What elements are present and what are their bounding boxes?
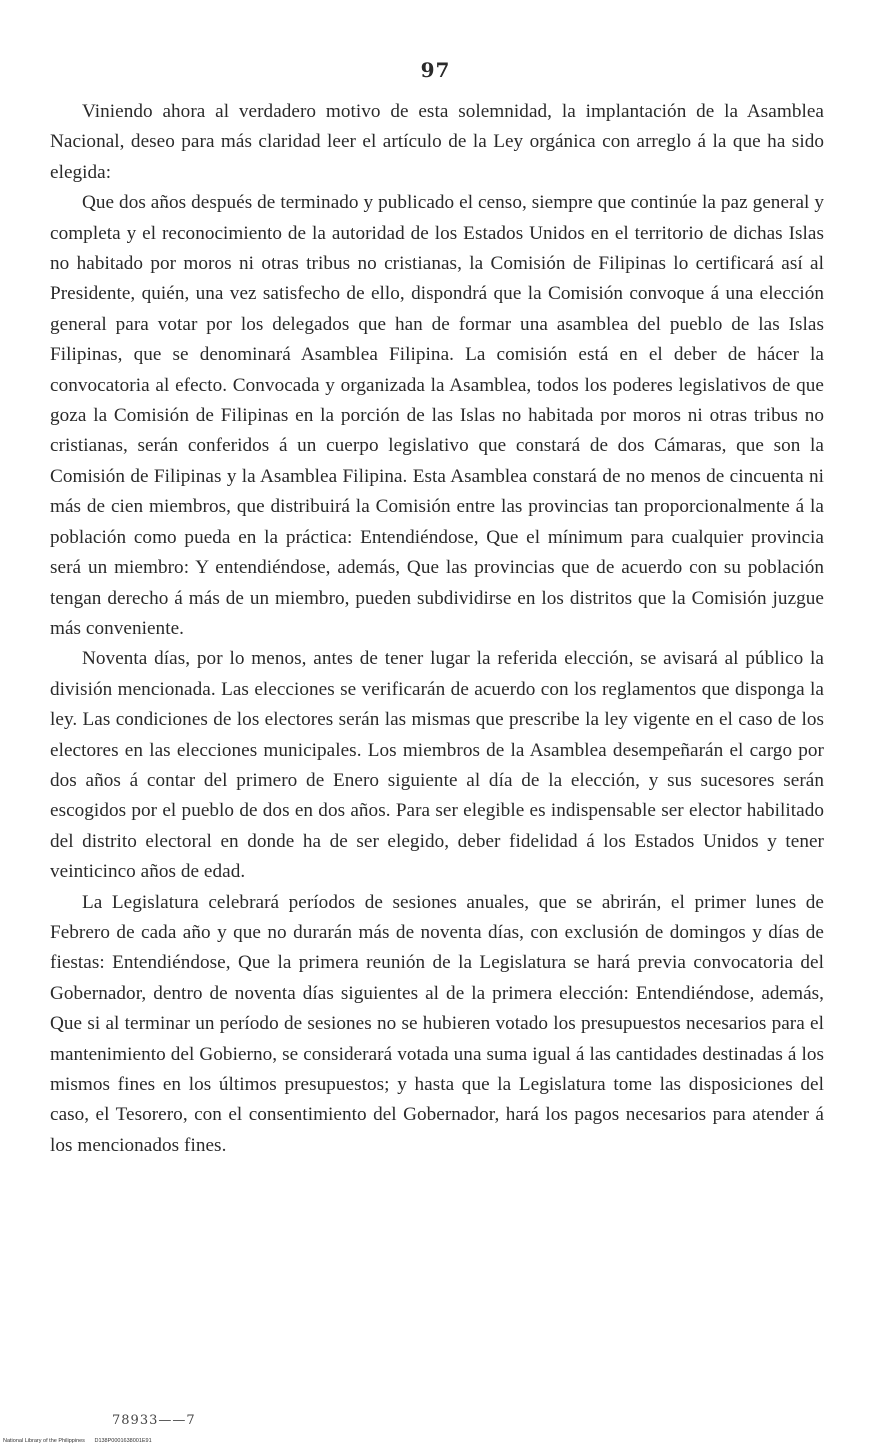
footer-library: National Library of the Philippines — [3, 1438, 85, 1444]
scan-footer — [3, 1438, 160, 1444]
body-text — [50, 97, 824, 1161]
paragraph-law-article: Que dos años después de terminado y publicado el censo, siempre que continúe la paz general y completa y el reconocimiento de la autoridad de los Estados Unidos en el territorio de dichas Islas no habitado por moros ni otras tribus no cristianas, la Comisión de Filipinas lo certificará así al Presidente, quién, una vez satisfecho de ello, dispondrá que la Comisión convoque á una elección general para votar por los delegados que han de formar una asamblea del pueblo de las Islas Filipinas, que se denominará Asamblea Filipina. La comisión está en el deber de hácer la convocatoria al efecto. Convocada y organizada la Asamblea, todos los poderes legislativos de que goza la Comisión de Filipinas en la porción de las Islas no habitada por moros ni otras tribus no cristianas, serán conferidos á un cuerpo legislativo que constará de dos Cámaras, que son la Comisión de Filipinas y la Asamblea Filipina. Esta Asamblea constará de no menos de cincuenta ni más de cien miembros, que distribuirá la Comisión entre las provincias tan proporcionalmente á la población como pueda en la práctica: Entendiéndose, Que el mínimum para cualquier provincia será un miembro: Y entendiéndose, además, Que las provincias que de acuerdo con su población tengan derecho á más de un miembro, pueden subdividirse en los distritos que la Comisión juzgue más conveniente. — [50, 192, 824, 639]
paragraph-elections: Noventa días, por lo menos, antes de tener lugar la referida elección, se avisará al público la división mencionada. Las elecciones se verificarán de acuerdo con los reglamentos que disponga la ley. Las condiciones de los electores serán las mismas que prescribe la ley vigente en el caso de los electores en las elecciones municipales. Los miembros de la Asamblea desempeñarán el cargo por dos años á contar del primero de Enero siguiente al día de la elección, y sus sucesores serán escogidos por el pueblo de dos en dos años. Para ser elegible es indispensable ser elector habilitado del distrito electoral en donde ha de ser elegido, deber fidelidad á los Estados Unidos y tener veinticinco años de edad. — [50, 648, 824, 883]
page-number: 97 — [420, 58, 451, 82]
paragraph-intro: Viniendo ahora al verdadero motivo de esta solemnidad, la implantación de la Asamblea Nacional, deseo para más claridad leer el artículo de la Ley orgánica con arreglo á la que ha sido elegida: — [50, 101, 824, 183]
footer-identifier: D138P0001638001E91 — [94, 1438, 152, 1444]
printer-signature-mark: 78933——7 — [112, 1413, 196, 1428]
paragraph-legislature-sessions: La Legislatura celebrará períodos de sesiones anuales, que se abrirán, el primer lunes de Febrero de cada año y que no durarán más de noventa días, con exclusión de domingos y días de fiestas: Entendiéndose, Que la primera reunión de la Legislatura se hará previa convocatoria del Gobernador, dentro de noventa días siguientes al de la primera elección: Entendiéndose, además, Que si al terminar un período de sesiones no se hubieren votado los presupuestos necesarios para el mantenimiento del Gobierno, se considerará votada una suma igual á las cantidades destinadas á los mismos fines en los últimos presupuestos; y hasta que la Legislatura tome las disposiciones del caso, el Tesorero, con el consentimiento del Gobernador, hará los pagos necesarios para atender á los mencionados fines. — [50, 891, 824, 1156]
